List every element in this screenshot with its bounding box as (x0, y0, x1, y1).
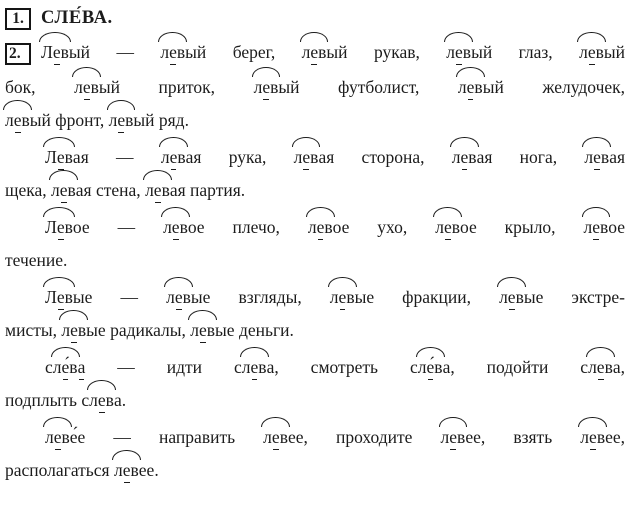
checked-vowel: е (271, 427, 280, 447)
root-marked-word: леве́е (45, 427, 86, 447)
root-marked-word: левее (263, 427, 304, 447)
checked-vowel: е (169, 42, 177, 62)
root-arc: ле́в (52, 357, 78, 377)
checked-vowel: е́ (61, 357, 70, 377)
root-arc: лев (5, 110, 30, 130)
checked-vowel: е (198, 320, 207, 340)
exercise-number-box: 2. (5, 43, 31, 65)
root-marked-word: левее (580, 427, 621, 447)
root-arc: Лев (45, 147, 73, 167)
root-arc: лев (51, 180, 76, 200)
checked-vowel: е (56, 217, 65, 237)
checked-vowel: е (174, 287, 183, 307)
text-line: левый фронт, левый ряд. (5, 110, 189, 130)
root-marked-word: левые (166, 287, 211, 307)
root-marked-word: левый (457, 77, 504, 97)
root-marked-word: левая (451, 147, 493, 167)
root-marked-word: слева (580, 357, 621, 377)
text-line: 2. Левый — левый берег, левый рукав, левый глаз, левый (5, 30, 625, 65)
root-arc: лев (241, 357, 267, 377)
checked-vowel: е (443, 217, 452, 237)
root-marked-word: левая (160, 147, 202, 167)
root-marked-word: левые (61, 320, 106, 340)
root-arc: лев (307, 217, 333, 237)
checked-vowel: е (449, 427, 458, 447)
root-marked-word: левая (51, 180, 92, 200)
root-arc: лев (580, 427, 606, 447)
root-marked-word: левая (145, 180, 186, 200)
checked-vowel: е (117, 110, 126, 130)
checked-vowel: е́ (426, 357, 435, 377)
root-marked-word: сле́ва (45, 357, 86, 377)
checked-vowel: е (587, 42, 596, 62)
root-arc: лев (457, 77, 483, 97)
text-line: Левая — левая рука, левая сторона, левая нога, левая (45, 147, 626, 167)
root-arc: ле́в (417, 357, 443, 377)
root-marked-word: левый (5, 110, 51, 130)
root-marked-word: слева (81, 390, 122, 410)
root-arc: лев (499, 287, 524, 307)
root-arc: лев (446, 42, 472, 62)
checked-vowel: е (460, 147, 469, 167)
checked-vowel: е (13, 110, 22, 130)
root-marked-word: левые (499, 287, 544, 307)
root-marked-word: левая (584, 147, 626, 167)
root-arc: лев (583, 217, 609, 237)
root-arc: лев (160, 42, 186, 62)
checked-vowel: е (310, 42, 319, 62)
root-arc: лев (451, 147, 477, 167)
root-arc: лев (301, 42, 327, 62)
checked-vowel: е (596, 357, 605, 377)
root-arc: лев (61, 320, 87, 340)
root-marked-word: Левые (45, 287, 93, 307)
checked-vowel: е (302, 147, 311, 167)
root-marked-word: левое (163, 217, 205, 237)
checked-vowel: е (250, 357, 259, 377)
text-line: щека, левая стена, левая партия. (5, 180, 246, 200)
root-arc: лев (584, 147, 610, 167)
text-line: Левые — левые взгляды, левые фракции, левые экстре- (45, 287, 625, 307)
text-line: Левое — левое плечо, левое ухо, левое крыло, левое (45, 217, 626, 237)
checked-vowel: е (466, 77, 475, 97)
text-line: бок, левый приток, левый футболист, левый желудочек, (5, 77, 626, 97)
root-marked-word: левые (190, 320, 235, 340)
root-marked-word: Левое (45, 217, 90, 237)
root-arc: лев (163, 217, 188, 237)
root-marked-word: левый (74, 77, 120, 97)
checked-vowel: е (171, 217, 180, 237)
root-marked-word: левый (108, 110, 155, 130)
text-line: леве́е — направить левее, проходите левее, взять левее, (45, 427, 625, 447)
checked-vowel: е (97, 390, 106, 410)
root-arc: Лев (41, 42, 69, 62)
root-marked-word: левые (329, 287, 375, 307)
checked-vowel: е (56, 147, 65, 167)
root-arc: лев (113, 460, 139, 480)
checked-vowel: е (53, 427, 62, 447)
root-arc: лев (160, 147, 186, 167)
checked-vowel: е (592, 217, 601, 237)
root-arc: лев (579, 42, 604, 62)
root-marked-word: левая (293, 147, 335, 167)
root-arc: лев (435, 217, 460, 237)
checked-vowel: е (153, 180, 162, 200)
text-line: располагаться левее. (5, 460, 159, 480)
root-marked-word: левый (301, 42, 348, 62)
root-marked-word: сле́ва (410, 357, 451, 377)
root-arc: лев (329, 287, 355, 307)
root-marked-word: Левый (41, 42, 91, 62)
text-block (5, 2, 625, 481)
root-marked-word: слева (234, 357, 275, 377)
checked-vowel: е (593, 147, 601, 167)
text-line: течение. (5, 250, 68, 270)
root-arc: лев (108, 110, 134, 130)
checked-vowel: е (507, 287, 516, 307)
root-marked-word: левый (446, 42, 493, 62)
checked-vowel: е (455, 42, 463, 62)
root-marked-word: левее (440, 427, 481, 447)
root-marked-word: Левая (45, 147, 89, 167)
checked-vowel: е (316, 217, 325, 237)
root-arc: лев (293, 147, 319, 167)
checked-vowel: е (52, 42, 61, 62)
text-line: подплыть слева. (5, 390, 127, 410)
root-arc: Лев (45, 287, 73, 307)
root-marked-word: левое (307, 217, 350, 237)
root-marked-word: левый (253, 77, 300, 97)
root-arc: лев (89, 390, 114, 410)
text-line: сле́ва — идти слева, смотреть сле́ва, подойти слева, (45, 357, 625, 377)
text-line: мисты, левые радикалы, левые деньги. (5, 320, 294, 340)
exercise-heading: 1. СЛЕ́ВА. (5, 2, 625, 30)
root-arc: лев (74, 77, 99, 97)
checked-vowel: е (82, 77, 91, 97)
root-marked-word: левый (579, 42, 625, 62)
root-marked-word: левый (160, 42, 207, 62)
checked-vowel: е (56, 287, 65, 307)
checked-vowel: е (70, 320, 78, 340)
root-arc: лев (588, 357, 613, 377)
root-marked-word: левое (583, 217, 626, 237)
checked-vowel: е (262, 77, 271, 97)
root-arc: лев (45, 427, 70, 447)
root-arc: лев (253, 77, 279, 97)
root-arc: лев (263, 427, 288, 447)
checked-vowel: е (589, 427, 597, 447)
checked-vowel: е (122, 460, 131, 480)
root-arc: лев (440, 427, 466, 447)
exercise-number-box: 1. (5, 8, 31, 30)
root-marked-word: левее (113, 460, 155, 480)
root-arc: Лев (45, 217, 73, 237)
checked-vowel: е (169, 147, 178, 167)
root-arc: лев (190, 320, 216, 340)
root-arc: лев (145, 180, 170, 200)
root-arc: лев (166, 287, 191, 307)
root-marked-word: левое (435, 217, 477, 237)
checked-vowel: е (338, 287, 347, 307)
checked-vowel: е (59, 180, 68, 200)
